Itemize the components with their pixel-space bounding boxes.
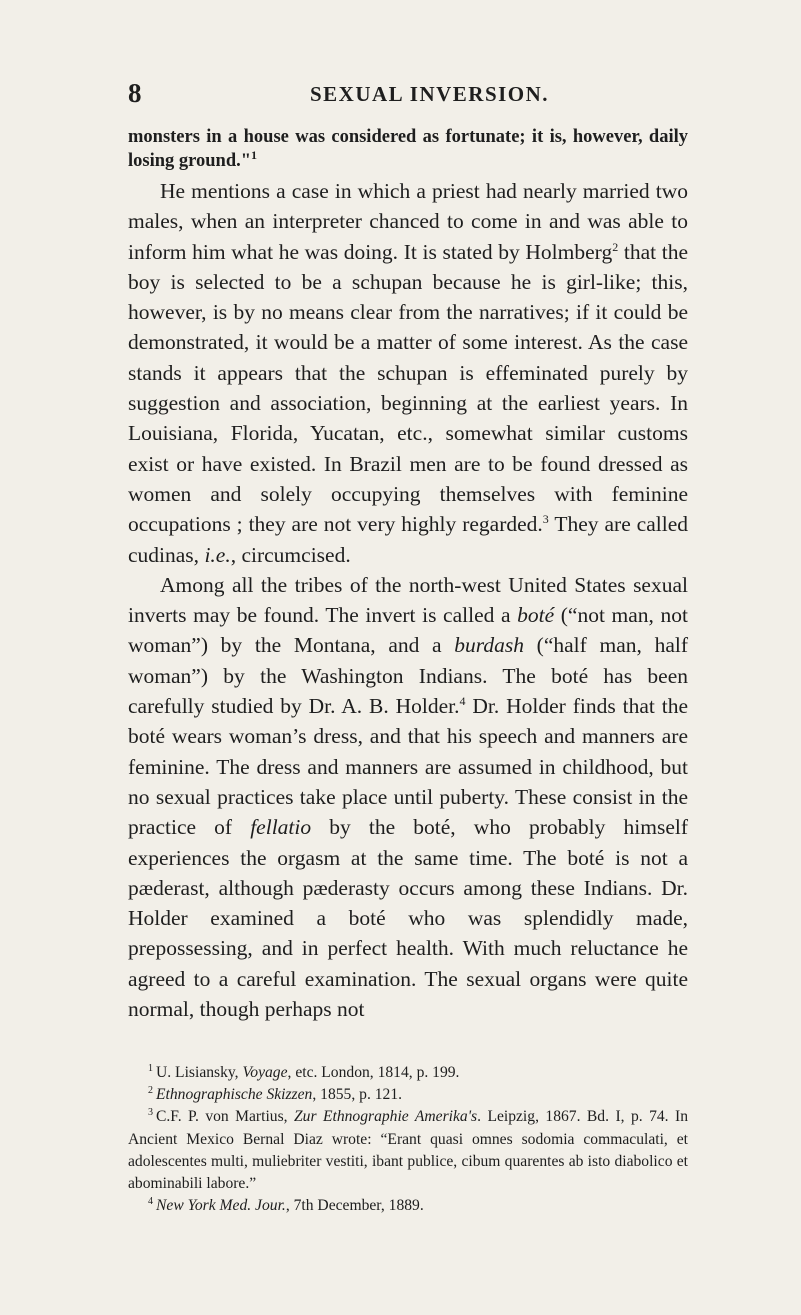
text-run: Among all the tribes of the north-west United States sexual inverts may be found. The invert is called a: [128, 572, 688, 628]
page-header: [128, 76, 688, 110]
text-run: (“half man, half woman”) by the Washington Indians. The boté has been carefully studied by Dr. A. B. Holder.: [128, 633, 688, 719]
text-run: , circumcised.: [230, 542, 351, 567]
text-run: that the boy is selected to be a schupan because he is girl-like; this, however, is by no means clear from the narratives; if it could be demonstrated, it would be a matter of some interest. As the case stands it appears that the schupan is effeminated purely by suggestion and association, beginning at the earliest years. In Louisiana, Florida, Yucatan, etc., somewhat similar customs exist or have existed. In Brazil men are to be found dressed as women and solely occupying themselves with feminine occupations ; they are not very highly regarded.: [128, 239, 688, 537]
italic-text: burdash: [454, 633, 524, 658]
text-run: (“not man, not woman”) by the Montana, and a: [128, 603, 688, 658]
text-run: C.F. P. von Martius,: [156, 1108, 294, 1126]
footnote-mark: 1: [148, 1062, 153, 1074]
footnote-ref-2: 2: [612, 239, 619, 254]
footnote-3: [128, 1106, 688, 1195]
paragraph-bote: [128, 570, 688, 1024]
footnote-ref-4: 4: [459, 693, 466, 708]
italic-text: boté: [517, 603, 555, 628]
text-run: , 7th December, 1889.: [285, 1197, 424, 1215]
text-run: . Leipzig, 1867. Bd. I, p. 74. In Ancient Mexico Bernal Diaz wrote: “Erant quasi omnes sodomia commaculati, et adolescentes multi, muliebriter vestiti, ibant publice, cibum quarentes ab isto diabolico et abominabili labore.”: [128, 1108, 688, 1193]
text-run: by the boté, who probably himself experiences the orgasm at the same time. The boté is not a pæderast, although pæderasty occurs among these Indians. Dr. Holder examined a boté who was splendidly made, prepossessing, and in perfect health. With much reluctance he agreed to a careful examination. The sexual organs were quite normal, though perhaps not: [128, 815, 688, 1022]
footnote-mark: 2: [148, 1085, 153, 1097]
text-run: , etc. London, 1814, p. 199.: [287, 1064, 460, 1081]
body-text: [128, 125, 688, 1024]
footnote-mark: 4: [148, 1196, 153, 1208]
text-run: Dr. Holder finds that the boté wears woman’s dress, and that his speech and manners are feminine. The dress and manners are assumed in childhood, but no sexual practices take place until puberty. These consist in the practice of: [128, 694, 688, 840]
page-number: 8: [128, 78, 142, 108]
footnote-4: [128, 1195, 688, 1217]
italic-text: Ethnographische Skizzen: [156, 1086, 313, 1104]
italic-text: Zur Ethnographie Amerika's: [294, 1108, 478, 1126]
footnote-mark: 3: [148, 1107, 153, 1119]
paragraph-priest-case: [128, 176, 688, 570]
italic-text: Voyage: [242, 1064, 288, 1081]
running-head: SEXUAL INVERSION.: [310, 82, 550, 106]
text-run: monsters in a house was considered as fortunate; it is, however, daily losing ground.": [128, 127, 688, 171]
text-run: U. Lisiansky,: [156, 1064, 243, 1081]
text-run: , 1855, p. 121.: [312, 1086, 403, 1104]
footnote-2: [128, 1084, 688, 1106]
footnote-ref-1: 1: [251, 147, 258, 162]
italic-text: fellatio: [250, 815, 312, 840]
text-run: They are called cudinas,: [128, 512, 689, 567]
paragraph-continued: [128, 125, 688, 173]
footnote-1: [128, 1062, 688, 1084]
footnote-ref-3: 3: [542, 512, 549, 527]
footnotes: [128, 1062, 688, 1217]
italic-text: New York Med. Jour.: [156, 1197, 286, 1215]
italic-text: i.e.: [204, 542, 231, 567]
text-run: He mentions a case in which a priest had nearly married two males, when an interpreter chanced to come in and was able to inform him what he was doing. It is stated by Holmberg: [128, 179, 688, 264]
